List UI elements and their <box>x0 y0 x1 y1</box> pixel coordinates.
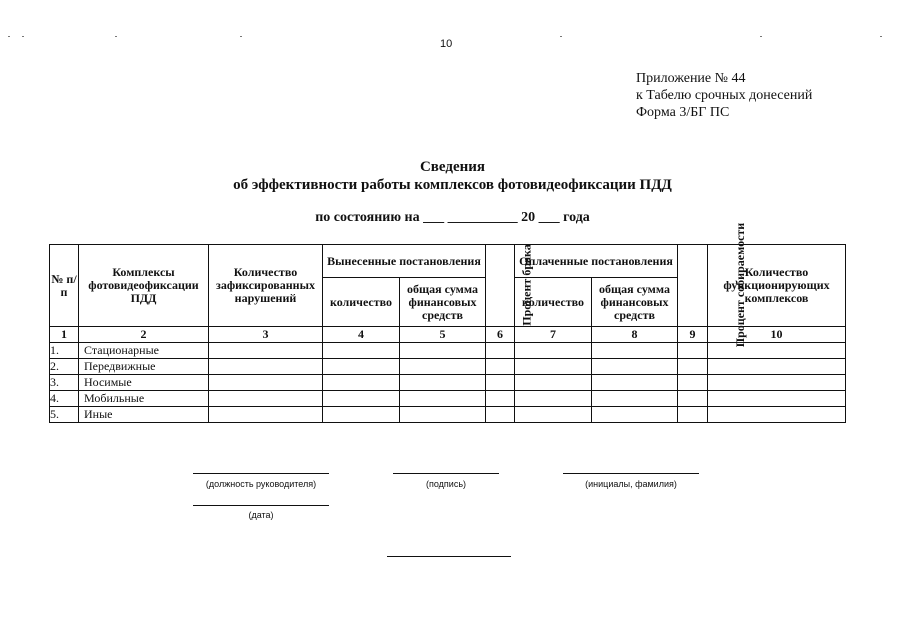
empty-cell[interactable] <box>323 407 400 423</box>
table-row <box>50 359 846 375</box>
empty-cell[interactable] <box>486 375 515 391</box>
empty-cell[interactable] <box>209 359 323 375</box>
empty-cell[interactable] <box>209 391 323 407</box>
scan-speck <box>115 36 117 37</box>
table-row <box>50 391 846 407</box>
empty-cell[interactable] <box>323 375 400 391</box>
scan-speck <box>760 36 762 37</box>
header-collection: Процент собираемости <box>733 222 748 348</box>
empty-cell[interactable] <box>515 359 592 375</box>
efficiency-table <box>49 222 846 423</box>
header-defect-cell <box>486 244 534 327</box>
empty-cell[interactable] <box>209 407 323 423</box>
header-issued-count: количество <box>323 278 400 327</box>
title-line-2: об эффективности работы комплексов фотовидеофиксации ПДД <box>233 177 672 193</box>
empty-cell[interactable] <box>678 391 708 407</box>
header-issued: Вынесенные постановления <box>323 245 486 278</box>
empty-cell[interactable] <box>592 359 678 375</box>
empty-cell[interactable] <box>400 343 486 359</box>
scan-speck <box>8 36 10 37</box>
signature-caption: (подпись) <box>425 479 467 489</box>
empty-cell[interactable] <box>400 391 486 407</box>
appendix-line-1: Приложение № 44 <box>636 71 746 86</box>
empty-cell[interactable] <box>708 343 846 359</box>
page-number: 10 <box>440 38 453 50</box>
header-paid-count: количество <box>515 278 592 327</box>
table-row <box>50 343 846 359</box>
empty-cell[interactable] <box>592 391 678 407</box>
initials-caption: (инициалы, фамилия) <box>585 479 677 489</box>
empty-cell[interactable] <box>708 391 846 407</box>
empty-cell[interactable] <box>209 375 323 391</box>
column-number: 10 <box>708 327 846 343</box>
header-issued-sum: общая сумма финансовых средств <box>400 278 486 327</box>
empty-cell[interactable] <box>592 375 678 391</box>
empty-cell[interactable] <box>486 391 515 407</box>
empty-cell[interactable] <box>678 375 708 391</box>
empty-cell[interactable] <box>515 375 592 391</box>
empty-cell[interactable] <box>400 407 486 423</box>
empty-cell[interactable] <box>515 343 592 359</box>
date-line[interactable] <box>193 505 329 506</box>
column-number: 8 <box>592 327 678 343</box>
header-defect: Процент брака <box>519 244 534 326</box>
table-row <box>50 407 846 423</box>
empty-cell[interactable] <box>678 359 708 375</box>
column-number: 3 <box>209 327 323 343</box>
column-number: 5 <box>400 327 486 343</box>
empty-cell[interactable] <box>486 407 515 423</box>
header-num: № п/п <box>50 245 79 327</box>
empty-cell[interactable] <box>400 375 486 391</box>
row-number: 1. <box>50 343 79 359</box>
empty-cell[interactable] <box>708 359 846 375</box>
row-number: 2. <box>50 359 79 375</box>
appendix-line-2: к Табелю срочных донесений <box>636 88 813 103</box>
date-caption: (дата) <box>248 510 274 520</box>
empty-cell[interactable] <box>515 407 592 423</box>
header-functioning: Количество функционирующих комплексов <box>708 245 846 327</box>
header-paid: Оплаченные постановления <box>515 245 678 278</box>
empty-cell[interactable] <box>708 375 846 391</box>
title-line-1: Сведения <box>419 159 486 175</box>
header-collection-cell <box>678 222 748 348</box>
row-label: Стационарные <box>79 343 209 359</box>
position-caption: (должность руководителя) <box>205 479 317 489</box>
scan-speck <box>22 36 24 37</box>
document-title <box>0 158 905 194</box>
row-number: 3. <box>50 375 79 391</box>
column-number: 4 <box>323 327 400 343</box>
column-number: 9 <box>678 327 708 343</box>
empty-cell[interactable] <box>592 407 678 423</box>
scan-speck <box>240 36 242 37</box>
empty-cell[interactable] <box>400 359 486 375</box>
empty-cell[interactable] <box>486 343 515 359</box>
header-complexes: Комплексы фотовидеофиксации ПДД <box>79 245 209 327</box>
appendix-block <box>636 70 812 121</box>
column-number: 2 <box>79 327 209 343</box>
column-numbers-row <box>50 327 846 343</box>
signature-line[interactable] <box>393 473 499 474</box>
row-label: Мобильные <box>79 391 209 407</box>
empty-cell[interactable] <box>708 407 846 423</box>
scan-speck <box>560 36 562 37</box>
column-number: 6 <box>486 327 515 343</box>
extra-line <box>387 556 511 557</box>
empty-cell[interactable] <box>678 407 708 423</box>
row-number: 5. <box>50 407 79 423</box>
empty-cell[interactable] <box>323 391 400 407</box>
column-number: 7 <box>515 327 592 343</box>
empty-cell[interactable] <box>515 391 592 407</box>
row-number: 4. <box>50 391 79 407</box>
empty-cell[interactable] <box>323 359 400 375</box>
header-violations: Количество зафиксированных нарушений <box>209 245 323 327</box>
row-label: Передвижные <box>79 359 209 375</box>
table-row <box>50 375 846 391</box>
row-label: Иные <box>79 407 209 423</box>
empty-cell[interactable] <box>678 343 708 359</box>
row-label: Носимые <box>79 375 209 391</box>
scan-speck <box>880 36 882 37</box>
initials-line[interactable] <box>563 473 699 474</box>
position-line[interactable] <box>193 473 329 474</box>
header-paid-sum: общая сумма финансовых средств <box>592 278 678 327</box>
empty-cell[interactable] <box>209 343 323 359</box>
report-date-line: по состоянию на ___ __________ 20 ___ года <box>315 210 590 225</box>
appendix-line-3: Форма 3/БГ ПС <box>636 105 730 120</box>
empty-cell[interactable] <box>486 359 515 375</box>
empty-cell[interactable] <box>323 343 400 359</box>
column-number: 1 <box>50 327 79 343</box>
empty-cell[interactable] <box>592 343 678 359</box>
